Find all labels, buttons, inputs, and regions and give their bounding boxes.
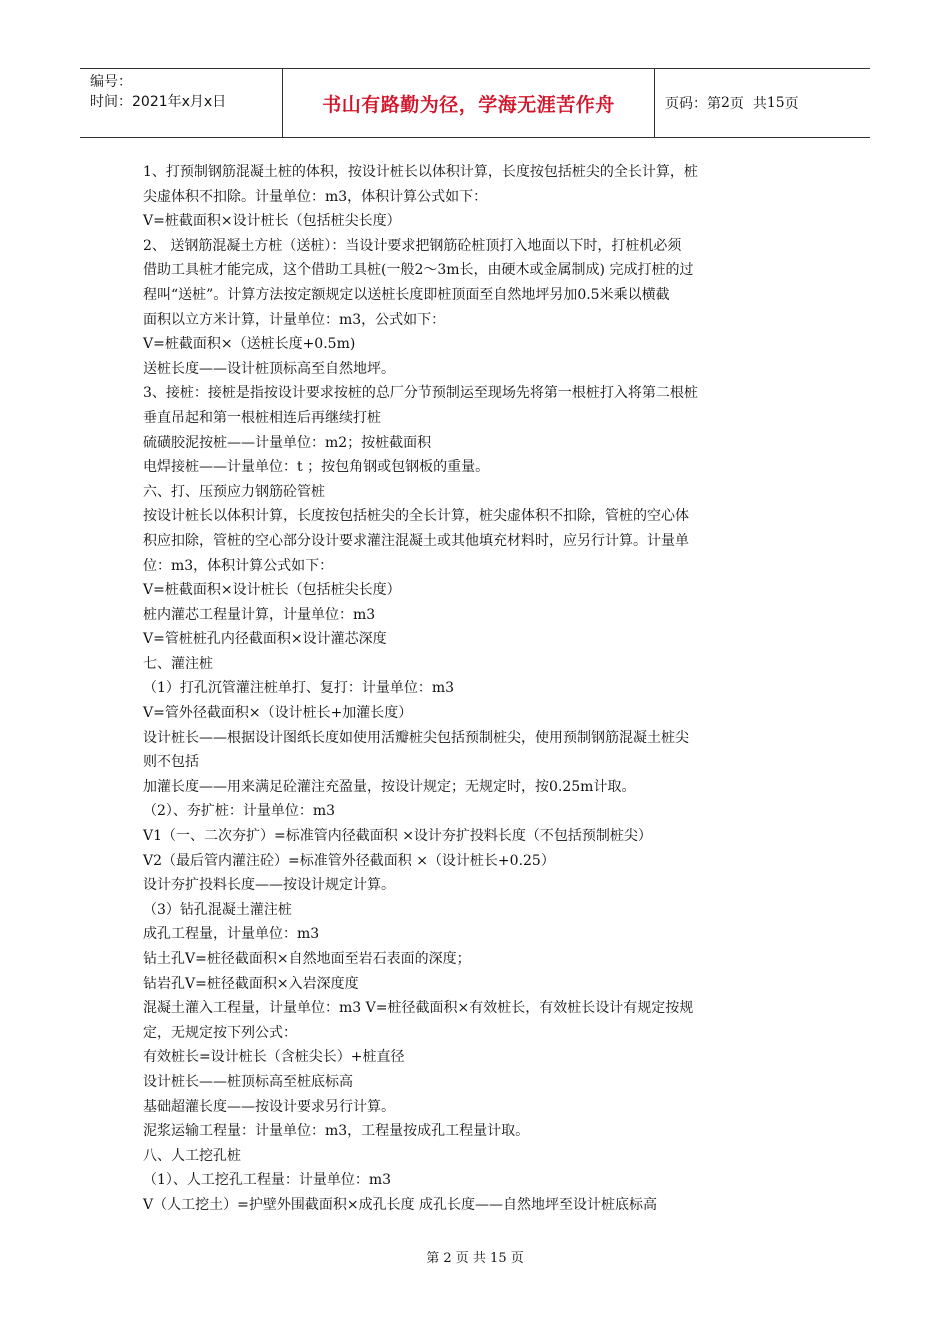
body-line: 泥浆运输工程量：计量单位：m3，工程量按成孔工程量计取。 bbox=[143, 1123, 530, 1140]
body-line: 有效桩长=设计桩长（含桩尖长）+桩直径 bbox=[143, 1049, 405, 1066]
page-mid-label: 页 共 bbox=[729, 96, 767, 112]
body-line: 基础超灌长度——按设计要求另行计算。 bbox=[143, 1098, 395, 1115]
body-line: 1、打预制钢筋混凝土桩的体积，按设计桩长以体积计算，长度按包括桩尖的全长计算，桩 bbox=[143, 164, 698, 180]
body-line: 面积以立方米计算，计量单位：m3，公式如下： bbox=[143, 311, 446, 328]
body-line: 按设计桩长以体积计算，长度按包括桩尖的全长计算，桩尖虚体积不扣除，管桩的空心体 bbox=[143, 508, 689, 525]
body-line: （1）、人工挖孔工程量：计量单位：m3 bbox=[143, 1172, 392, 1189]
header-motto: 书山有路勤为径，学海无涯苦作舟 bbox=[283, 69, 655, 137]
body-line: 位：m3，体积计算公式如下： bbox=[143, 557, 334, 574]
body-line: V=管外径截面积×（设计桩长+加灌长度） bbox=[143, 705, 413, 722]
body-line: 八、人工挖孔桩 bbox=[143, 1147, 241, 1164]
header-page-info bbox=[655, 69, 870, 137]
body-line: 桩内灌芯工程量计算，计量单位：m3 bbox=[143, 606, 376, 623]
page-suffix: 页 bbox=[784, 96, 799, 112]
body-line: 则不包括 bbox=[143, 754, 199, 771]
page-label: 页码：第 bbox=[665, 96, 721, 112]
body-line: 七、灌注桩 bbox=[143, 655, 213, 672]
body-line: 设计桩长——桩顶标高至桩底标高 bbox=[143, 1073, 353, 1090]
body-line: （3）钻孔混凝土灌注桩 bbox=[143, 901, 292, 918]
body-line: V（人工挖土）=护壁外围截面积×成孔长度 成孔长度——自然地坪至设计桩底标高 bbox=[143, 1196, 658, 1213]
body-line: 设计夯扩投料长度——按设计规定计算。 bbox=[143, 877, 395, 894]
body-line: V=桩截面积×（送桩长度+0.5m) bbox=[143, 336, 356, 353]
body-line: 垂直吊起和第一根桩相连后再继续打桩 bbox=[143, 409, 381, 426]
body-line: 钻土孔V=桩径截面积×自然地面至岩石表面的深度； bbox=[143, 951, 471, 967]
body-line: 硫磺胶泥按桩——计量单位：m2；按桩截面积 bbox=[143, 434, 432, 451]
page-number: 2 bbox=[721, 95, 730, 111]
body-line: 六、打、压预应力钢筋砼管桩 bbox=[143, 483, 325, 500]
page-footer: 第 2 页 共 15 页 bbox=[426, 1251, 524, 1266]
body-line: V=桩截面积×设计桩长（包括桩尖长度） bbox=[143, 582, 401, 599]
body-line: 借助工具桩才能完成，这个借助工具桩(一般2～3m长，由硬木或金属制成) 完成打桩的过 bbox=[143, 262, 694, 279]
body-line: 送桩长度——设计桩顶标高至自然地坪。 bbox=[143, 360, 395, 377]
body-line: 3、接桩：接桩是指按设计要求按桩的总厂分节预制运至现场先将第一根桩打入将第二根桩 bbox=[143, 385, 698, 402]
body-line: 定，无规定按下列公式： bbox=[143, 1024, 297, 1041]
body-line: （1）打孔沉管灌注桩单打、复打：计量单位：m3 bbox=[143, 680, 455, 697]
body-line: V=管桩桩孔内径截面积×设计灌芯深度 bbox=[143, 631, 387, 648]
body-line: 设计桩长——根据设计图纸长度如使用活瓣桩尖包括预制桩尖，使用预制钢筋混凝土桩尖 bbox=[143, 729, 689, 746]
body-line: V1（一、二次夯扩）=标准管内径截面积 ×设计夯扩投料长度（不包括预制桩尖） bbox=[143, 828, 652, 845]
document-body bbox=[143, 160, 808, 1218]
body-line: 电焊接桩——计量单位：t ；按包角钢或包钢板的重量。 bbox=[143, 459, 490, 476]
document-number-label: 编号： bbox=[90, 74, 132, 90]
body-line: 成孔工程量，计量单位：m3 bbox=[143, 926, 320, 943]
body-line: 混凝土灌入工程量，计量单位：m3 V=桩径截面积×有效桩长，有效桩长设计有规定按规 bbox=[143, 1000, 694, 1017]
body-line: 2、 送钢筋混凝土方桩（送桩）：当设计要求把钢筋砼桩顶打入地面以下时，打桩机必须 bbox=[143, 237, 682, 254]
body-line: （2）、夯扩桩：计量单位：m3 bbox=[143, 803, 336, 820]
body-line: 积应扣除，管桩的空心部分设计要求灌注混凝土或其他填充材料时，应另行计算。计量单 bbox=[143, 532, 689, 549]
body-line: V=桩截面积×设计桩长（包括桩尖长度） bbox=[143, 213, 401, 230]
header-meta bbox=[80, 69, 283, 137]
body-line: V2（最后管内灌注砼）=标准管外径截面积 ×（设计桩长+0.25） bbox=[143, 852, 555, 869]
page-total: 15 bbox=[766, 95, 785, 111]
body-line: 尖虚体积不扣除。计量单位：m3，体积计算公式如下： bbox=[143, 188, 488, 205]
document-date-label: 时间：2021年x月x日 bbox=[90, 94, 227, 110]
body-line: 钻岩孔V=桩径截面积×入岩深度度 bbox=[143, 975, 359, 992]
page-header bbox=[80, 68, 870, 138]
body-line: 加灌长度——用来满足砼灌注充盈量，按设计规定；无规定时，按0.25m计取。 bbox=[143, 778, 636, 795]
body-line: 程叫“送桩”。计算方法按定额规定以送桩长度即桩顶面至自然地坪另加0.5米乘以横截 bbox=[143, 286, 670, 303]
